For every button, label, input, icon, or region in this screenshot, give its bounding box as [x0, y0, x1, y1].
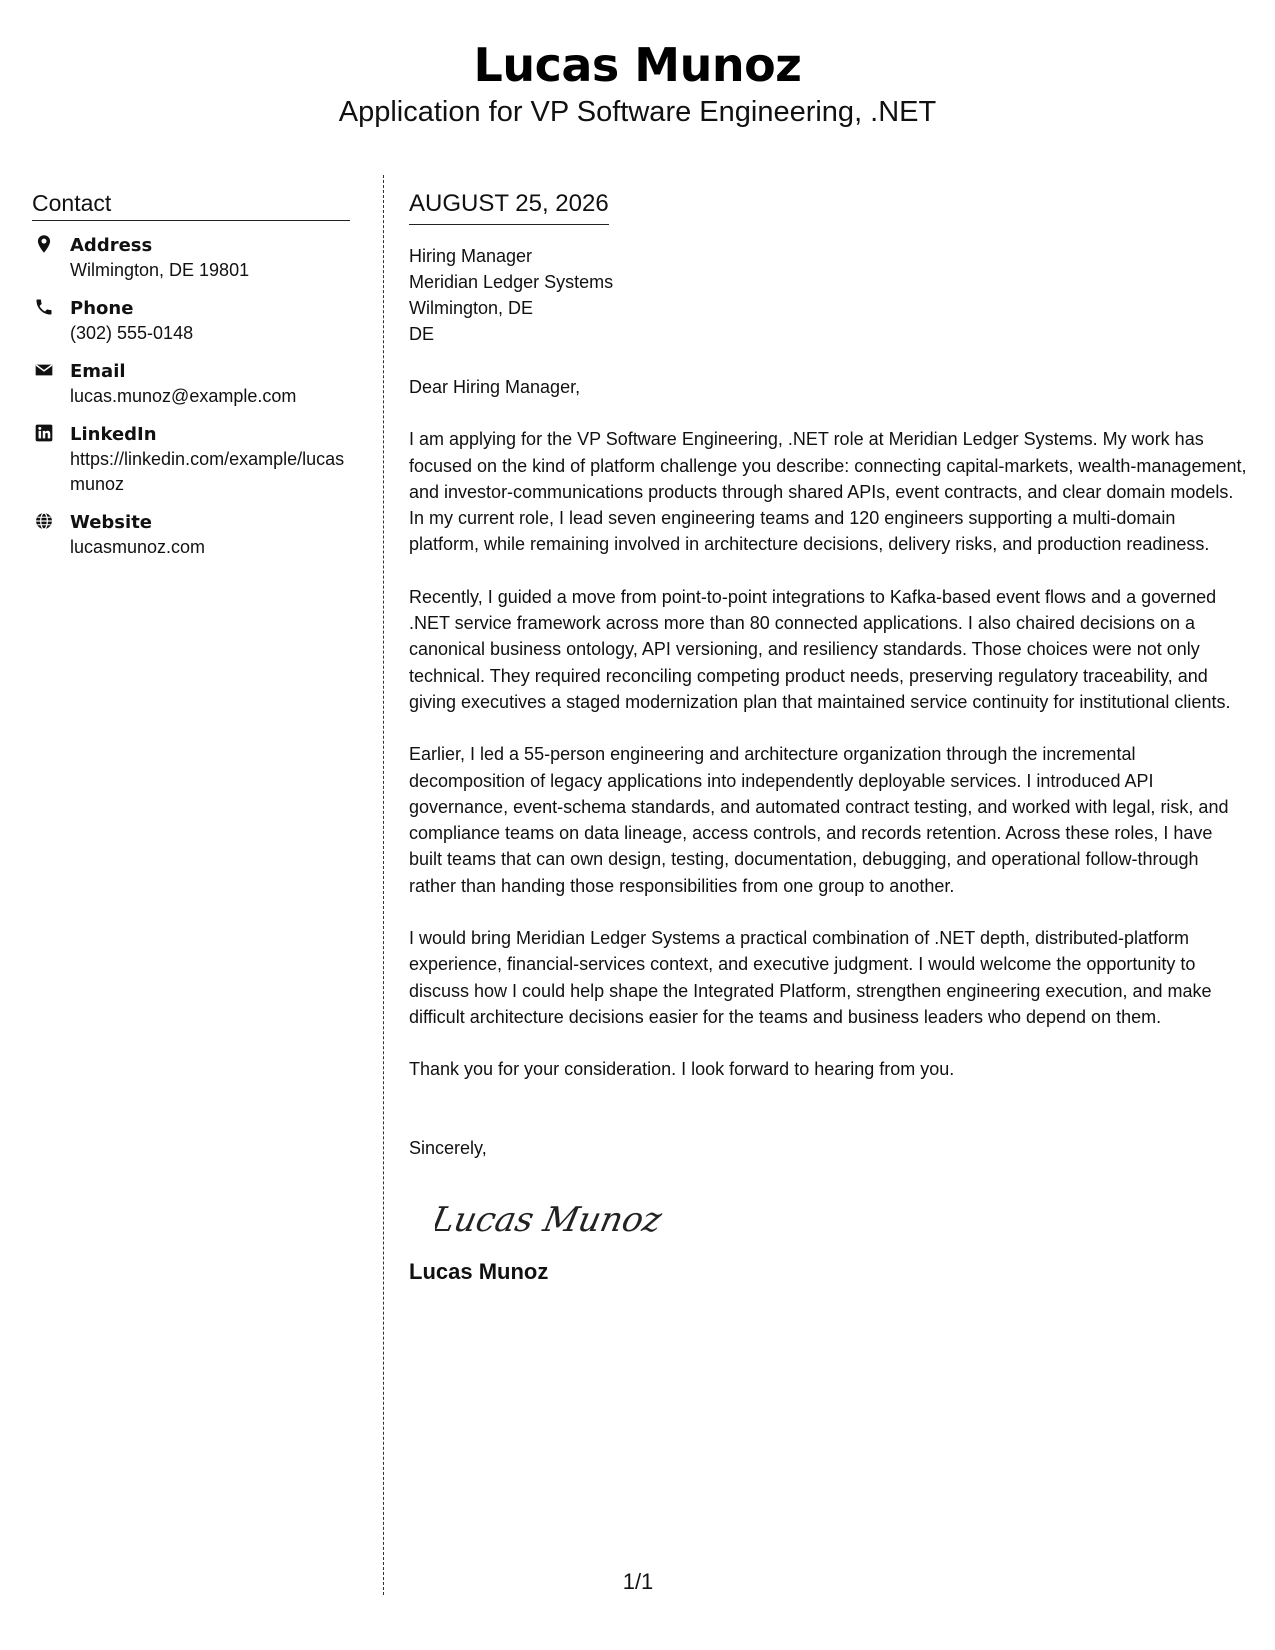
recipient-line: Hiring Manager: [409, 246, 533, 266]
signature-image: [435, 1187, 675, 1247]
closing: Sincerely,: [409, 1137, 487, 1158]
linkedin-icon: [34, 423, 54, 443]
recipient-block: [409, 243, 1249, 347]
contact-email: [32, 359, 350, 409]
contact-address: [32, 233, 350, 283]
phone-icon: [34, 297, 54, 317]
map-pin-icon: [34, 234, 54, 254]
website-label: Website: [70, 512, 153, 533]
body-paragraph: Recently, I guided a move from point-to-point integrations to Kafka-based event flows and a governed .NET service framework across more than 80 connected applications. I also chaired decisions on a canonical business ontology, API versioning, and resiliency standards. Those choices were not only technical. They required reconciling competing product needs, preserving regulatory traceability, and giving executives a staged modernization plan that maintained service continuity for institutional clients.: [409, 586, 1231, 712]
body-paragraph: Thank you for your consideration. I look forward to hearing from you.: [409, 1059, 955, 1080]
address-value: Wilmington, DE 19801: [70, 260, 250, 280]
application-subtitle: Application for VP Software Engineering, .NET: [338, 96, 937, 128]
contact-heading: Contact: [32, 188, 350, 221]
globe-icon: [34, 511, 54, 531]
recipient-line: Wilmington, DE: [409, 298, 534, 318]
body-paragraph: I would bring Meridian Ledger Systems a practical combination of .NET depth, distributed-platform experience, financial-services context, and executive judgment. I would welcome the opportunity to discuss how I could help shape the Integrated Platform, strengthen engineering execution, and make difficult architecture decisions easier for the teams and business leaders who depend on them.: [409, 928, 1212, 1027]
email-label: Email: [70, 361, 126, 382]
applicant-name: Lucas Munoz: [473, 38, 802, 92]
column-divider: [383, 175, 384, 1595]
body-paragraph: I am applying for the VP Software Engineering, .NET role at Meridian Ledger Systems. My work has focused on the kind of platform challenge you describe: connecting capital-markets, wealth-management, and investor-communications products through shared APIs, event contracts, and clear domain models. In my current role, I lead seven engineering teams and 120 engineers supporting a multi-domain platform, while remaining involved in architecture decisions, delivery risks, and production readiness.: [409, 429, 1247, 555]
contact-phone: [32, 296, 350, 346]
phone-value: (302) 555-0148: [70, 323, 194, 343]
email-value[interactable]: lucas.munoz@example.com: [70, 386, 297, 406]
contact-website: [32, 510, 350, 560]
letter-header: [0, 36, 1275, 130]
letter-date: AUGUST 25, 2026: [409, 188, 609, 225]
contact-linkedin: [32, 422, 350, 497]
page-number: 1/1: [622, 1569, 654, 1594]
contact-sidebar: [32, 188, 350, 560]
linkedin-value[interactable]: https://linkedin.com/example/lucasmunoz: [70, 449, 345, 494]
greeting: Dear Hiring Manager,: [409, 377, 581, 397]
linkedin-label: LinkedIn: [70, 424, 157, 445]
body-paragraph: Earlier, I led a 55-person engineering and architecture organization through the incremental decomposition of legacy applications into independently deployable services. I introduced API governance, event-schema standards, and automated contract testing, and worked with legal, risk, and compliance teams on data lineage, access controls, and records retention. Across these roles, I have built teams that can own design, testing, documentation, debugging, and operational follow-through rather than handing those responsibilities from one group to another.: [409, 744, 1229, 896]
letter-body: [409, 188, 1249, 1287]
handwritten-signature: [435, 1187, 1249, 1249]
envelope-icon: [34, 360, 54, 380]
signed-name: Lucas Munoz: [409, 1258, 549, 1284]
address-label: Address: [70, 235, 153, 256]
phone-label: Phone: [70, 298, 134, 319]
recipient-line: DE: [409, 324, 435, 344]
website-value[interactable]: lucasmunoz.com: [70, 537, 206, 557]
signature-script: Lucas Munoz: [435, 1200, 666, 1240]
recipient-line: Meridian Ledger Systems: [409, 272, 614, 292]
